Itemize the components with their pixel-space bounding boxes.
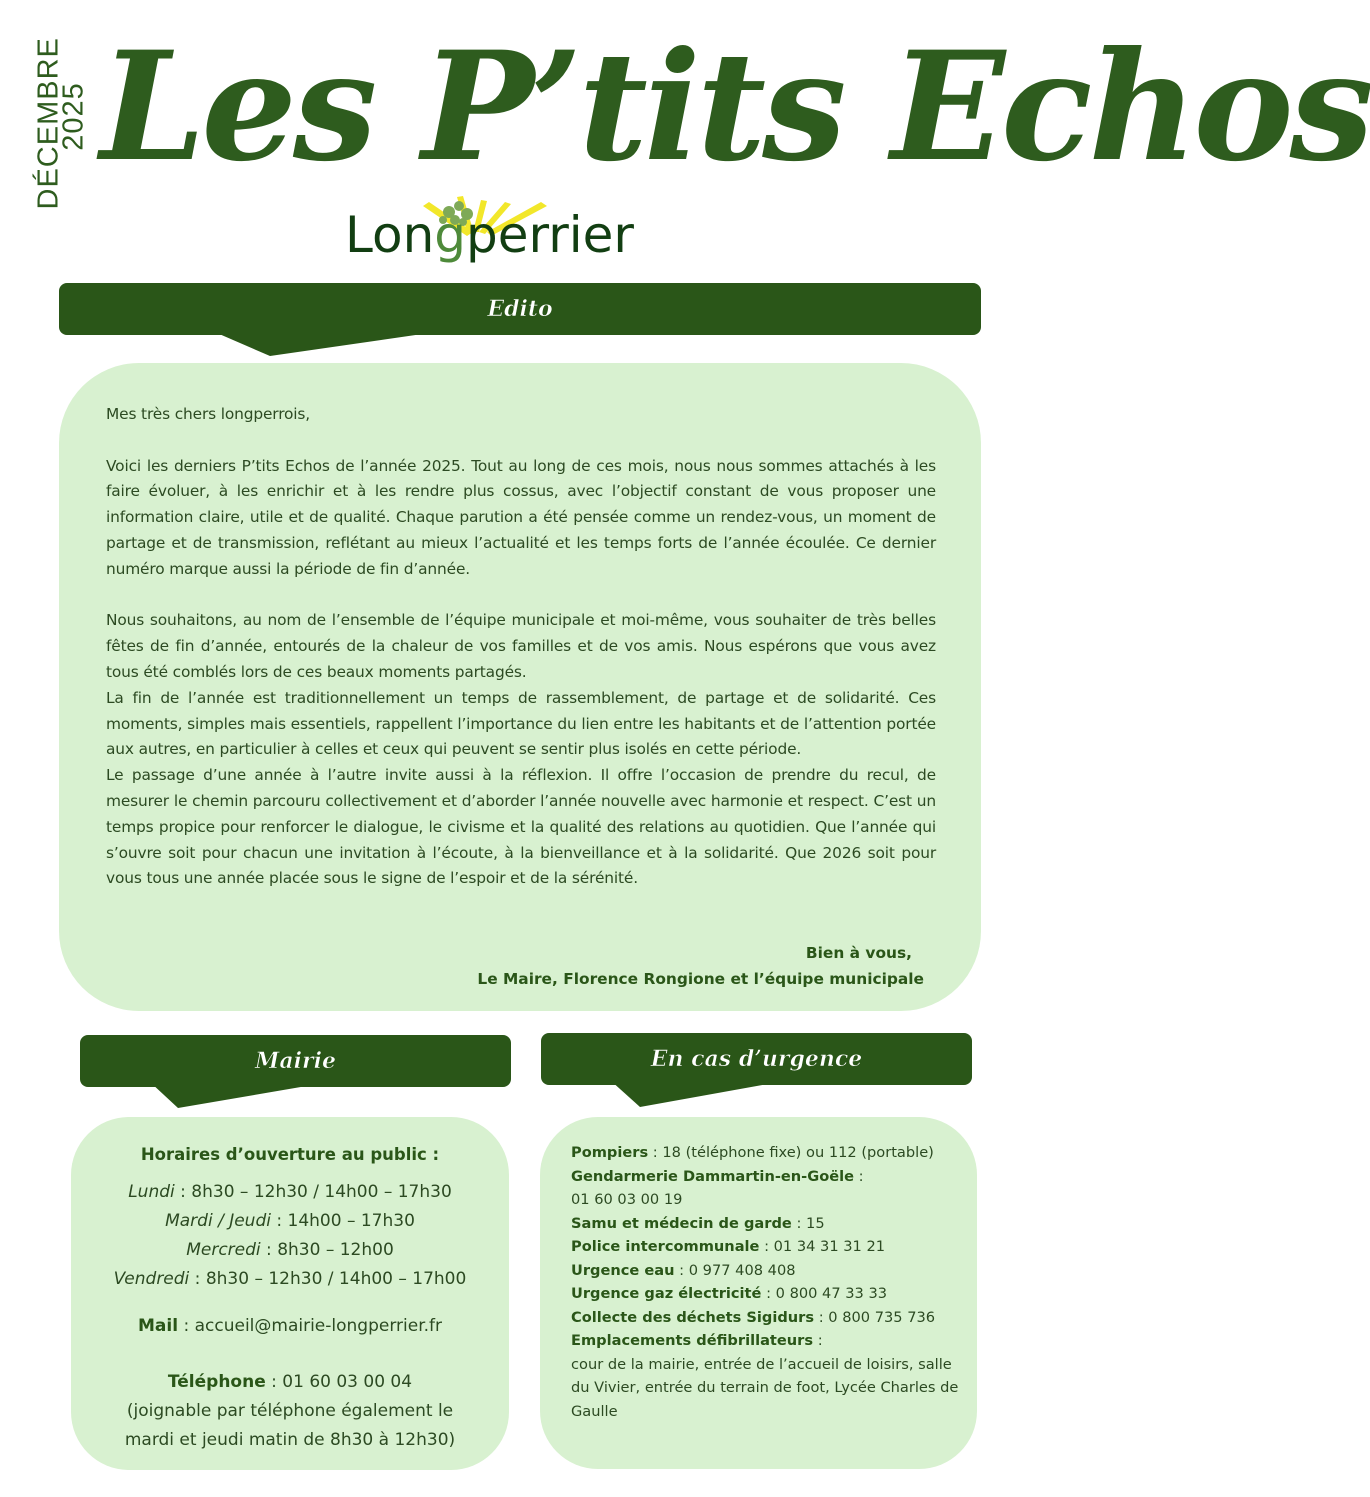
emergency-label: Urgence eau: [571, 1261, 675, 1279]
emergency-item: [571, 1141, 961, 1165]
logo-text-g: g: [434, 206, 467, 264]
hours-day: Mercredi: [186, 1240, 261, 1260]
mairie-banner-label: Mairie: [255, 1048, 336, 1074]
emergency-label: Emplacements défibrillateurs: [571, 1332, 814, 1349]
emergency-label: Pompiers: [571, 1144, 649, 1161]
hours-row: [75, 1265, 505, 1294]
separator: :: [813, 1332, 823, 1349]
issue-year: 2025: [57, 82, 90, 151]
emergency-label: Collecte des déchets Sigidurs: [571, 1308, 815, 1326]
signature-closing: Bien à vous,: [805, 944, 912, 962]
hours-time: 8h30 – 12h00: [277, 1240, 394, 1260]
separator: :: [265, 1372, 283, 1392]
emergency-item: [571, 1235, 961, 1259]
separator: :: [759, 1238, 774, 1255]
emergency-label: Samu et médecin de garde: [571, 1214, 792, 1232]
emergency-label: Urgence gaz électricité: [571, 1285, 762, 1302]
edito-paragraph: Voici les derniers P’tits Echos de l’année 2025. Tout au long de ces mois, nous nous sommes attachés à les faire évoluer, à les enrichir et à les rendre plus cossus, avec l’objectif constant de vous proposer une information claire, utile et de qualité. Chaque parution a été pensée comme un rendez-vous, un moment de partage et de transmission, reflétant au mieux l’actualité et les temps forts de l’année écoulée. Ce dernier numéro marque aussi la période de fin d’année.: [106, 456, 936, 578]
separator: :: [189, 1269, 206, 1289]
emergency-value: 0 977 408 408: [688, 1261, 796, 1279]
edito-greeting: Mes très chers longperrois,: [106, 405, 311, 423]
signature-author: Le Maire, Florence Rongione et l’équipe municipale: [477, 970, 924, 988]
emergency-value: 0 800 47 33 33: [775, 1285, 888, 1302]
separator: :: [648, 1144, 663, 1161]
separator: :: [260, 1240, 278, 1260]
hours-heading: Horaires d’ouverture au public :: [140, 1145, 440, 1164]
emergency-label: Gendarmerie Dammartin-en-Goële: [571, 1167, 855, 1185]
emergency-item: [571, 1165, 961, 1212]
hours-time: 14h00 – 17h30: [287, 1211, 415, 1231]
hours-time: 8h30 – 12h30 / 14h00 – 17h30: [191, 1182, 452, 1202]
newsletter-title: Les P’tits Echos: [100, 19, 1370, 195]
separator: :: [178, 1316, 195, 1336]
phone-label: Téléphone: [167, 1372, 266, 1392]
emergency-item: [571, 1212, 961, 1236]
emergency-item: [571, 1329, 961, 1423]
phone-number: 01 60 03 00 04: [282, 1372, 413, 1392]
phone-row: [75, 1368, 505, 1397]
separator: :: [761, 1285, 776, 1302]
emergency-item: [571, 1259, 961, 1283]
edito-paragraph: Nous souhaitons, au nom de l’ensemble de l’équipe municipale et moi-même, vous souhaiter de très belles fêtes de fin d’année, entourés de la chaleur de vos familles et de vos amis. Nous espérons que vous avez tous été comblés lors de ces beaux moments partagés.: [106, 611, 936, 681]
edito-banner-label: Edito: [487, 296, 553, 322]
mail-label: Mail: [138, 1316, 179, 1336]
separator: :: [174, 1182, 192, 1202]
separator: :: [854, 1167, 864, 1185]
edito-paragraph: Le passage d’une année à l’autre invite aussi à la réflexion. Il offre l’occasion de prendre du recul, de mesurer le chemin parcouru collectivement et d’aborder l’année nouvelle avec harmonie et respect. C’est un temps propice pour renforcer le dialogue, le civisme et la qualité des relations au quotidien. Que l’année qui s’ouvre soit pour chacun une invitation à l’écoute, à la bienveillance et à la solidarité. Que 2026 soit pour vous tous une année placée sous le signe de l’espoir et de la sérénité.: [106, 766, 936, 888]
urgence-banner: [541, 1033, 972, 1085]
edito-body: [106, 402, 936, 892]
issue-month: DÉCEMBRE: [32, 37, 65, 210]
edito-banner: [59, 283, 981, 335]
hours-day: Lundi: [128, 1182, 175, 1202]
emergency-item: [571, 1306, 961, 1330]
hours-row: [75, 1207, 505, 1236]
mairie-banner: [80, 1035, 511, 1087]
hours-row: [75, 1178, 505, 1207]
hours-time: 8h30 – 12h30 / 14h00 – 17h00: [205, 1269, 467, 1289]
separator: :: [791, 1214, 807, 1232]
emergency-value: 01 34 31 31 21: [773, 1238, 886, 1255]
edito-signature: [477, 940, 924, 992]
longperrier-logo: [345, 192, 665, 277]
phone-note: (joignable par téléphone également le: [126, 1401, 454, 1421]
mail-link[interactable]: accueil@mairie-longperrier.fr: [194, 1316, 442, 1336]
emergency-label: Police intercommunale: [571, 1238, 760, 1255]
emergency-contacts: [571, 1141, 961, 1423]
edito-paragraph: La fin de l’année est traditionnellement un temps de rassemblement, de partage et de solidarité. Ces moments, simples mais essentiels, rappellent l’importance du lien entre les habitants et de l’attention portée aux autres, en particulier à celles et ceux qui peuvent se sentir plus isolés en cette période.: [106, 688, 936, 759]
logo-text-part: Lon: [345, 206, 435, 264]
logo-text-part: perrier: [466, 206, 634, 264]
separator: :: [674, 1261, 689, 1279]
logo-wordmark: [345, 206, 634, 264]
separator: :: [814, 1308, 829, 1326]
hours-day: Vendredi: [113, 1269, 190, 1289]
mail-row: [75, 1312, 505, 1341]
emergency-value: 18 (téléphone fixe) ou 112 (portable): [662, 1144, 934, 1161]
mairie-info: [75, 1142, 505, 1455]
emergency-item: [571, 1282, 961, 1306]
hours-row: [75, 1236, 505, 1265]
emergency-value: cour de la mairie, entrée de l’accueil de loisirs, salle du Vivier, entrée du terrain de foot, Lycée Charles de Gaulle: [571, 1355, 959, 1420]
emergency-value: 0 800 735 736: [828, 1308, 936, 1326]
emergency-value: 15: [806, 1214, 825, 1232]
urgence-banner-label: En cas d’urgence: [650, 1046, 863, 1072]
separator: :: [270, 1211, 288, 1231]
phone-note: mardi et jeudi matin de 8h30 à 12h30): [124, 1430, 456, 1450]
issue-date: [22, 20, 102, 210]
hours-day: Mardi / Jeudi: [165, 1211, 271, 1231]
emergency-value: 01 60 03 00 19: [571, 1191, 683, 1208]
